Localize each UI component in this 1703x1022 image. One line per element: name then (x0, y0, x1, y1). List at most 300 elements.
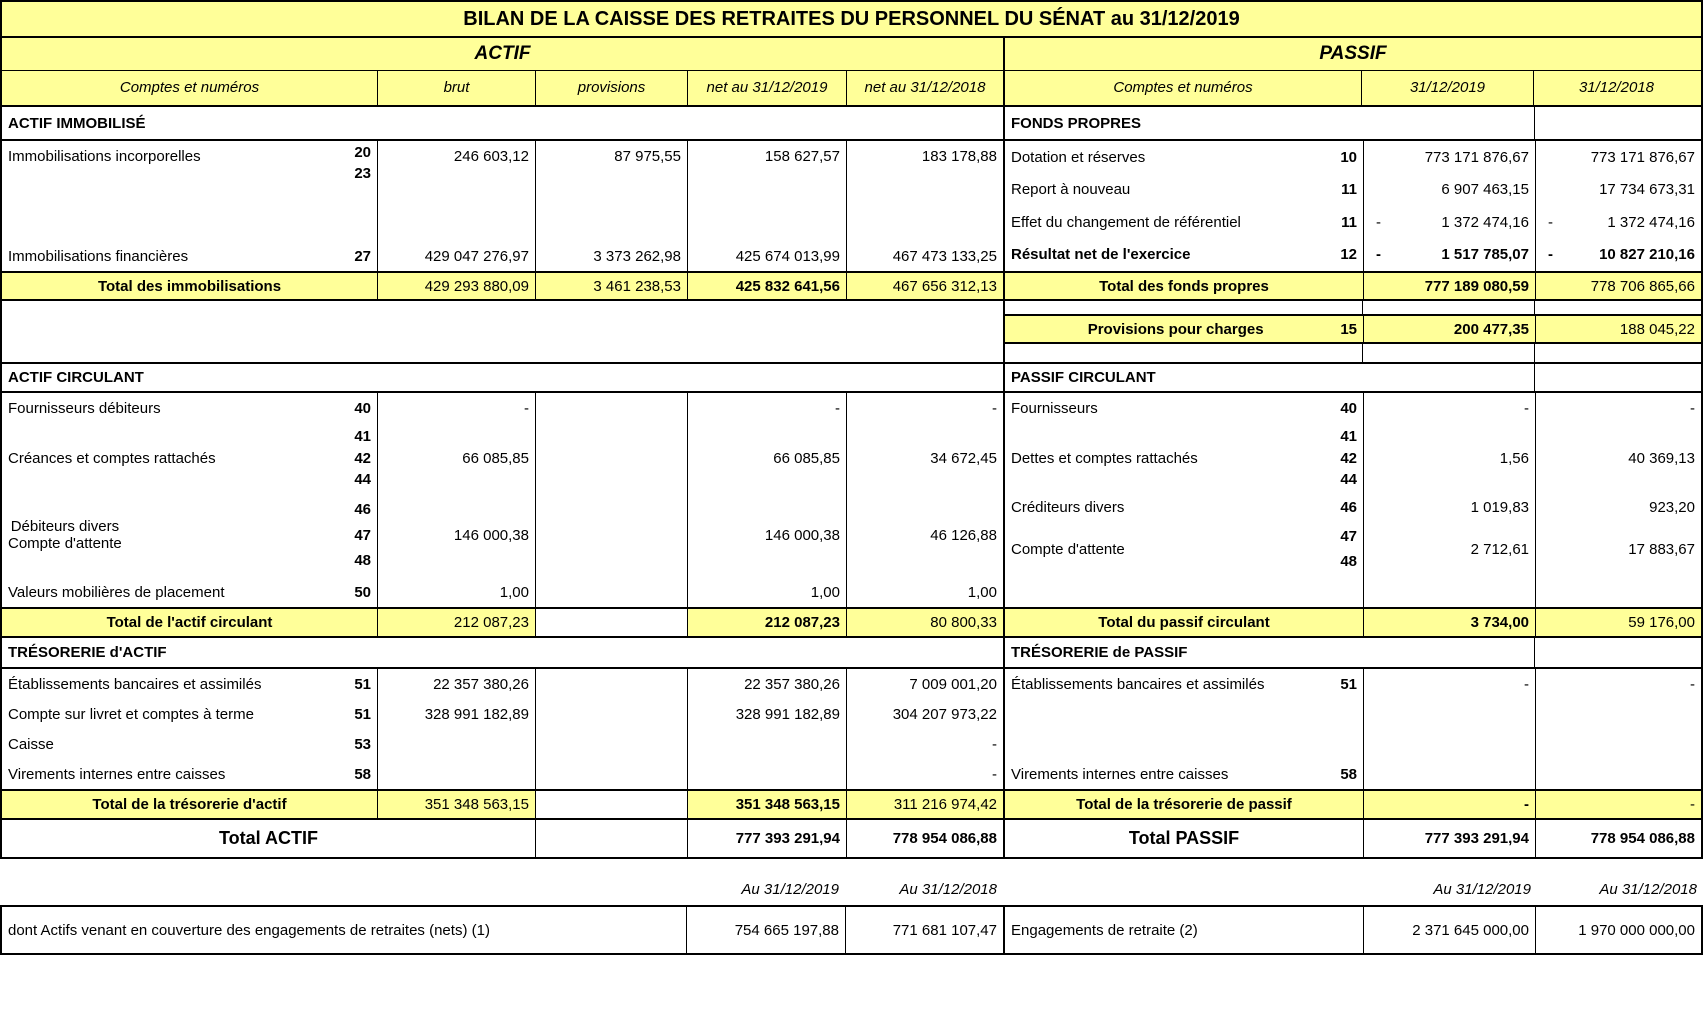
row-crediteurs-attente (1005, 493, 1363, 577)
date-label-passif-2018 (1537, 879, 1703, 899)
row-compte-attente (1005, 521, 1363, 577)
passif-tresorerie-block (1005, 669, 1701, 789)
cell-net-2018 (846, 820, 1003, 857)
footnote-passif-cell-2018 (1535, 907, 1701, 953)
row-etablissements-bancaires (2, 669, 377, 699)
value: 311 216 974,42 (893, 796, 997, 813)
cell-2019 (1364, 174, 1535, 207)
empty-line (1005, 699, 1363, 729)
footnote-cell-2019 (686, 907, 845, 953)
row-label: Débiteurs divers (10, 518, 120, 535)
grand-total-label-cell (1005, 820, 1363, 857)
value: 6 907 463,15 (1441, 181, 1529, 199)
section-tresorerie-passif (1005, 638, 1701, 669)
row-label: Créances et comptes rattachés (8, 449, 216, 467)
value: 188 045,22 (1619, 320, 1695, 338)
account-numbers (1340, 423, 1357, 493)
cell-brut (378, 423, 535, 493)
minus-sign: - (1376, 213, 1381, 231)
row-label: Virements internes entre caisses (8, 765, 226, 783)
cell-net-2018 (847, 423, 1003, 493)
section-label-cell (1005, 638, 1534, 667)
total-label-cell (1005, 609, 1363, 636)
date-label: Au 31/12/2019 (1433, 880, 1531, 898)
row-label: Résultat net de l'exercice (1011, 246, 1191, 264)
passif-spacer (1005, 344, 1701, 362)
colhead-net-2019 (687, 71, 846, 105)
value: 754 665 197,88 (734, 921, 839, 939)
row-label: Valeurs mobilières de placement (8, 583, 225, 601)
value: 467 473 133,25 (892, 247, 997, 265)
footnote-passif-cell-2019 (1363, 907, 1535, 953)
value: 1,00 (499, 583, 529, 601)
row-total-tresorerie-actif (2, 789, 1003, 820)
cell-2019 (1363, 609, 1535, 636)
account-number: 20 (354, 144, 371, 162)
row-provisions-pour-charges (1005, 314, 1701, 344)
cell-brut (377, 791, 535, 818)
row-label: Provisions pour charges (1087, 320, 1264, 338)
cell-net-2018 (847, 699, 1003, 729)
section-spacer-cell (1534, 638, 1701, 667)
cell-2018 (1535, 791, 1701, 818)
cell-net-2019 (688, 393, 846, 423)
value: 212 087,23 (453, 614, 529, 631)
cell-2019 (1364, 206, 1535, 239)
value: 778 954 086,88 (1590, 830, 1695, 847)
row-label: Immobilisations incorporelles (8, 148, 201, 165)
account-number: 42 (1340, 449, 1357, 467)
label-cell (1005, 141, 1363, 271)
actif-header-label: ACTIF (474, 43, 531, 64)
footnote-label: dont Actifs venant en couverture des engagements de retraites (nets) (1) (8, 921, 490, 939)
spacer-cell (1362, 344, 1535, 362)
cell-net-2018 (847, 759, 1003, 789)
cell-brut (378, 729, 535, 759)
value: 80 800,33 (930, 614, 997, 631)
account-number: 41 (1340, 427, 1357, 445)
row-compte-sur-livret (2, 699, 377, 729)
section-label-cell (1005, 107, 1534, 139)
actif-circulant-block (2, 393, 1003, 607)
total-label: Total des fonds propres (1099, 277, 1269, 295)
value: 773 171 876,67 (1590, 148, 1695, 166)
account-number: 11 (1341, 213, 1357, 231)
cell-2019 (1364, 423, 1535, 493)
date-label: Au 31/12/2018 (1599, 880, 1697, 898)
colhead-net-2018 (846, 71, 1003, 105)
colhead-label: net au 31/12/2019 (706, 79, 828, 97)
cell-2018 (1536, 393, 1701, 423)
value: 773 171 876,67 (1424, 148, 1529, 166)
net2018-cells (846, 141, 1003, 271)
row-label: Dotation et réserves (1011, 148, 1146, 166)
value: 1,00 (967, 583, 997, 601)
total-label-cell (1005, 316, 1363, 342)
date-label: Au 31/12/2018 (899, 880, 997, 898)
account-number: 10 (1340, 148, 1357, 166)
cell-2019 (1364, 669, 1535, 699)
row-label: Report à nouveau (1011, 181, 1131, 199)
cell-provisions (536, 141, 687, 171)
cell-net-2019 (688, 729, 846, 759)
label-cell (2, 141, 377, 271)
cell-provisions (535, 791, 687, 818)
row-label-wrap (1011, 521, 1125, 577)
cell-brut (378, 241, 535, 271)
cell-provisions (535, 820, 687, 857)
colhead-label: brut (443, 79, 470, 97)
value: - (992, 735, 997, 753)
cell-2019 (1363, 791, 1535, 818)
cell-net-2018 (847, 393, 1003, 423)
total-label-cell (1005, 273, 1363, 299)
cell-2018 (1536, 206, 1701, 239)
value: 66 085,85 (773, 449, 840, 467)
row-creances (2, 423, 377, 493)
row-debiteurs-divers (2, 493, 377, 577)
brut-cells (377, 141, 535, 271)
value: 7 009 001,20 (909, 675, 997, 693)
value: 328 991 182,89 (424, 705, 529, 723)
net2019-cells (687, 141, 846, 271)
net2018-cells (846, 393, 1003, 607)
account-number: 51 (354, 705, 371, 723)
total-label-cell (2, 791, 377, 818)
account-number: 40 (1340, 399, 1357, 417)
label-cell (1005, 669, 1363, 789)
row-fournisseurs (1005, 393, 1363, 423)
value: 17 883,67 (1628, 540, 1695, 558)
account-number: 47 (1340, 528, 1357, 546)
brut-cells (377, 669, 535, 789)
cell-net-2019 (687, 609, 846, 636)
row-virements-internes (1005, 759, 1363, 789)
colhead-label: net au 31/12/2018 (864, 79, 986, 97)
account-numbers (354, 423, 371, 493)
grand-total-label-cell (2, 820, 535, 857)
label-cell (2, 393, 377, 607)
value: 304 207 973,22 (892, 705, 997, 723)
minus-sign: - (1548, 213, 1553, 231)
account-number: 46 (354, 501, 371, 519)
empty-line (1536, 577, 1701, 607)
cell-2018 (1536, 423, 1701, 493)
account-number: 12 (1340, 246, 1357, 264)
net2019-cells (687, 393, 846, 607)
colhead-label: Comptes et numéros (1113, 79, 1253, 97)
passif-column (1003, 107, 1701, 857)
row-label: Virements internes entre caisses (1011, 765, 1229, 783)
value: 328 991 182,89 (735, 705, 840, 723)
value: 1 517 785,07 (1441, 246, 1529, 264)
value: 467 656 312,13 (892, 277, 997, 295)
value: 200 477,35 (1453, 320, 1529, 338)
cell-2018 (1536, 493, 1701, 577)
cell-brut (377, 609, 535, 636)
cell-net-2018 (847, 141, 1003, 171)
row-caisse (2, 729, 377, 759)
total-label: Total de l'actif circulant (106, 614, 273, 631)
provisions-cells (535, 141, 687, 271)
account-number: 44 (1340, 471, 1357, 489)
actif-passif-header-row (2, 38, 1701, 70)
cell-2019 (1364, 493, 1535, 577)
value: 146 000,38 (764, 526, 840, 544)
account-numbers (354, 493, 371, 577)
footnote-cell-2018 (845, 907, 1003, 953)
v2018-cells (1535, 393, 1701, 607)
cell-2018 (1536, 239, 1701, 272)
value: - (992, 399, 997, 417)
section-actif-circulant (2, 362, 1003, 393)
value: 1,56 (1499, 449, 1529, 467)
row-crediteurs-divers (1005, 493, 1363, 521)
cell-2019 (1364, 393, 1535, 423)
colhead-passif-2018 (1533, 71, 1699, 105)
colhead-label: provisions (577, 79, 646, 97)
cell-2018 (1535, 820, 1701, 857)
colhead-label: 31/12/2018 (1578, 79, 1655, 97)
value: 1 970 000 000,00 (1578, 921, 1695, 939)
cell-brut (378, 393, 535, 423)
value: 40 369,13 (1628, 449, 1695, 467)
row-immobilisations-financieres (2, 241, 377, 271)
section-spacer-cell (1534, 364, 1701, 391)
total-label: Total de la trésorerie d'actif (92, 796, 287, 813)
cell-net-2019 (688, 699, 846, 729)
value: - (1524, 796, 1529, 813)
v2019-cells (1363, 393, 1535, 607)
v2018-cells (1535, 141, 1701, 271)
row-dettes (1005, 423, 1363, 493)
cell-net-2018 (847, 241, 1003, 271)
account-number: 23 (354, 164, 371, 182)
cell-net-2018 (847, 493, 1003, 577)
value: 246 603,12 (453, 147, 529, 165)
spacer-cell (1005, 344, 1362, 362)
footnote-label: Engagements de retraite (2) (1011, 921, 1198, 939)
passif-spacer (1005, 301, 1701, 314)
row-label: Fournisseurs (1011, 399, 1098, 417)
section-spacer-cell (1534, 107, 1701, 139)
value: 17 734 673,31 (1599, 181, 1695, 199)
value: - (1690, 399, 1695, 417)
passif-circulant-block (1005, 393, 1701, 607)
row-effet-changement-referentiel (1005, 206, 1363, 239)
cell-net-2019 (688, 241, 846, 271)
value: 429 293 880,09 (424, 277, 529, 295)
cell-2018 (1535, 316, 1701, 342)
empty-line (1005, 729, 1363, 759)
grand-total-label: Total ACTIF (219, 828, 318, 848)
cell-2018 (1536, 174, 1701, 207)
value: 351 348 563,15 (424, 796, 529, 813)
cell-provisions (535, 273, 687, 299)
value: 777 393 291,94 (1424, 830, 1529, 847)
row-label: Établissements bancaires et assimilés (1011, 675, 1265, 693)
value: - (835, 399, 840, 417)
cell-2019 (1364, 521, 1535, 577)
value: 46 126,88 (930, 526, 997, 544)
account-number: 40 (354, 399, 371, 417)
cell-net-2019 (688, 141, 846, 171)
row-label-wrap (8, 493, 122, 577)
cell-2018 (1536, 669, 1701, 699)
spacer-cell (1005, 301, 1362, 314)
grand-total-label: Total PASSIF (1128, 828, 1240, 848)
cell-2019 (1363, 820, 1535, 857)
row-label: Compte sur livret et comptes à terme (8, 705, 254, 723)
cell-net-2019 (688, 577, 846, 607)
cell-net-2019 (687, 273, 846, 299)
row-total-actif-circulant (2, 607, 1003, 638)
cell-net-2019 (688, 423, 846, 493)
cell-brut (378, 577, 535, 607)
actif-column (2, 107, 1003, 857)
account-number: 51 (1340, 675, 1357, 693)
account-number: 48 (354, 551, 371, 569)
row-resultat-net (1005, 239, 1363, 272)
cell-2019 (1364, 493, 1535, 521)
value: 1,00 (810, 583, 840, 601)
actif-tresorerie-block (2, 669, 1003, 789)
value: 10 827 210,16 (1599, 246, 1695, 264)
row-label: Caisse (8, 735, 54, 753)
row-label: Créditeurs divers (1011, 498, 1125, 516)
provisions-cells (535, 393, 687, 607)
account-number: 42 (354, 449, 371, 467)
row-label-wrap (1011, 423, 1198, 493)
cell-net-2018 (846, 273, 1003, 299)
empty-line (1005, 577, 1363, 607)
value: 2 371 645 000,00 (1412, 921, 1529, 939)
row-label: Fournisseurs débiteurs (8, 399, 161, 417)
value: 183 178,88 (921, 147, 997, 165)
section-fonds-propres (1005, 107, 1701, 141)
section-label: FONDS PROPRES (1011, 114, 1142, 132)
cell-provisions (535, 609, 687, 636)
cell-brut (378, 141, 535, 171)
value: 158 627,57 (764, 147, 840, 165)
value: 777 189 080,59 (1424, 277, 1529, 295)
account-number: 15 (1340, 320, 1357, 338)
account-number: 41 (354, 427, 371, 445)
value: 351 348 563,15 (735, 796, 840, 813)
row-label: Dettes et comptes rattachés (1011, 449, 1198, 467)
footnote-actif-label-cell (2, 907, 686, 953)
account-number: 47 (354, 526, 371, 544)
value: 212 087,23 (764, 614, 840, 631)
row-virements-internes (2, 759, 377, 789)
row-label: Établissements bancaires et assimilés (8, 675, 262, 693)
value: 34 672,45 (930, 449, 997, 467)
row-total-passif-circulant (1005, 607, 1701, 638)
actif-immobilise-block (2, 141, 1003, 271)
row-label: Compte d'attente (8, 535, 122, 552)
date-label: Au 31/12/2019 (741, 880, 839, 898)
colhead-comptes-actif (2, 71, 377, 105)
cell-2019 (1363, 316, 1535, 342)
row-valeurs-mobilieres (2, 577, 377, 607)
value: - (992, 765, 997, 783)
section-label: ACTIF IMMOBILISÉ (8, 114, 146, 132)
cell-brut (378, 699, 535, 729)
account-number: 27 (354, 247, 371, 265)
value: - (1524, 675, 1529, 693)
cell-2018 (1536, 521, 1701, 577)
row-label: Immobilisations financières (8, 247, 189, 265)
value: - (524, 399, 529, 417)
fonds-propres-block (1005, 141, 1701, 271)
minus-sign: - (1548, 246, 1553, 264)
date-label-net-2019 (686, 879, 845, 899)
value: - (1690, 796, 1695, 813)
cell-2018 (1535, 273, 1701, 299)
account-number: 44 (354, 471, 371, 489)
total-label-cell (2, 273, 377, 299)
cell-net-2018 (847, 577, 1003, 607)
spacer-cell (1534, 301, 1701, 314)
footnote-row (0, 905, 1703, 955)
account-number: 58 (354, 765, 371, 783)
value: 778 706 865,66 (1590, 277, 1695, 295)
colhead-label: Comptes et numéros (119, 79, 260, 97)
section-label-cell (1005, 364, 1534, 391)
colhead-brut (377, 71, 535, 105)
cell-brut (378, 493, 535, 577)
date-label-net-2018 (845, 879, 1003, 899)
account-numbers (1340, 521, 1357, 577)
cell-2018 (1536, 141, 1701, 174)
cell-net-2018 (846, 791, 1003, 818)
account-number: 53 (354, 735, 371, 753)
net2018-cells (846, 669, 1003, 789)
account-number: 58 (1340, 765, 1357, 783)
value: 3 734,00 (1470, 614, 1529, 631)
account-number: 48 (1340, 552, 1357, 570)
cell-2019 (1364, 239, 1535, 272)
page-title (2, 2, 1701, 38)
row-label: Compte d'attente (1011, 540, 1125, 558)
row-total-immobilisations (2, 271, 1003, 301)
value: 778 954 086,88 (892, 830, 997, 847)
value: - (1524, 399, 1529, 417)
section-label: ACTIF CIRCULANT (8, 369, 144, 386)
value: 425 674 013,99 (735, 247, 840, 265)
value: 146 000,38 (453, 526, 529, 544)
account-numbers (354, 141, 371, 185)
value: 59 176,00 (1628, 614, 1695, 631)
row-total-passif (1005, 820, 1701, 857)
row-total-actif (2, 820, 1003, 857)
section-label: TRÉSORERIE d'ACTIF (8, 644, 167, 661)
label-cell (2, 669, 377, 789)
section-tresorerie-actif (2, 638, 1003, 669)
cell-net-2019 (687, 820, 846, 857)
cell-net-2019 (688, 493, 846, 577)
value: 22 357 380,26 (744, 675, 840, 693)
total-label-cell (1005, 791, 1363, 818)
cell-2018 (1536, 493, 1701, 521)
colhead-provisions (535, 71, 687, 105)
row-fournisseurs-debiteurs (2, 393, 377, 423)
cell-2019 (1363, 273, 1535, 299)
account-number: 50 (354, 583, 371, 601)
row-etablissements-bancaires (1005, 669, 1363, 699)
row-total-fonds-propres (1005, 271, 1701, 301)
value: 777 393 291,94 (735, 830, 840, 847)
